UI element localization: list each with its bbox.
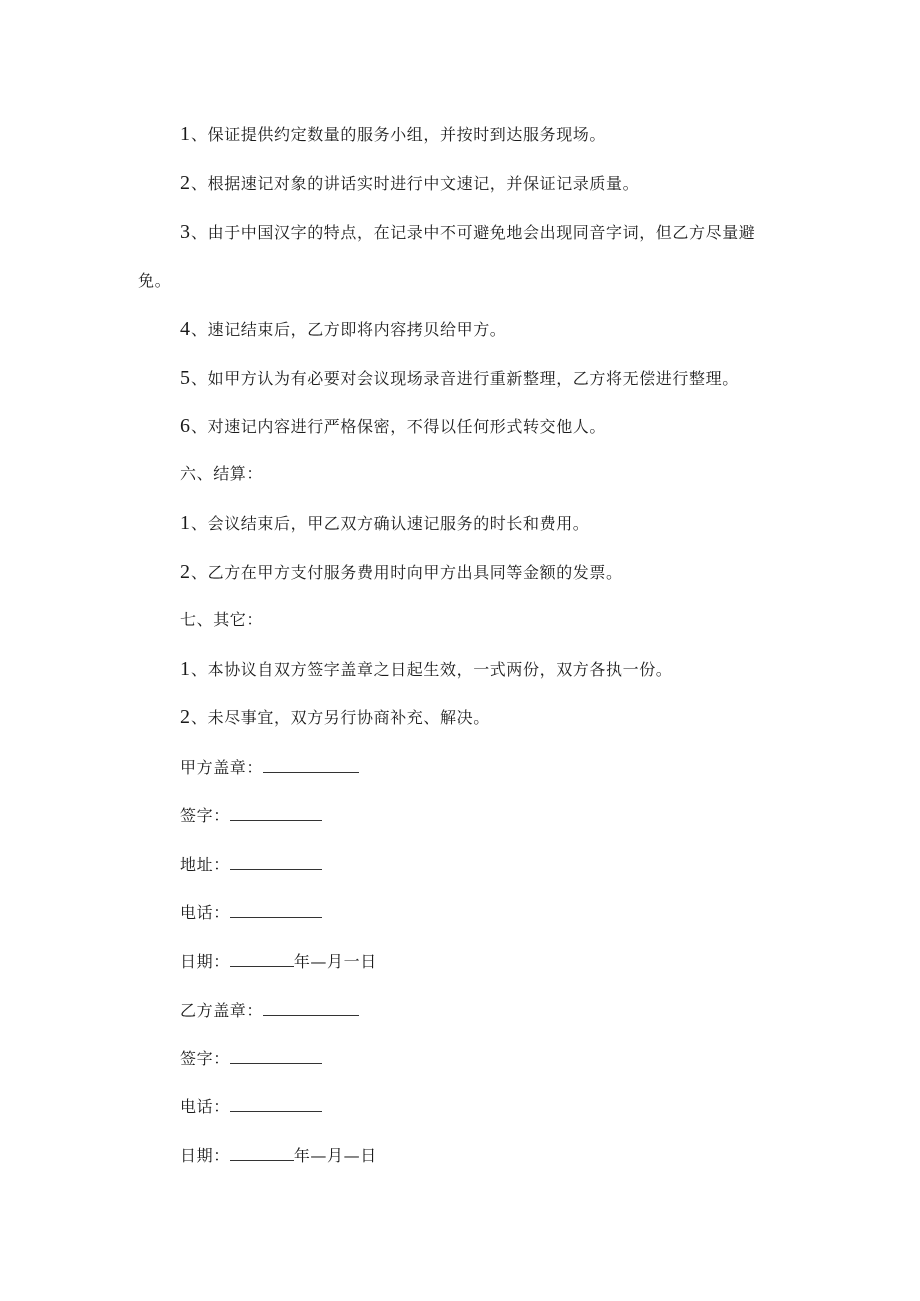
party-b-date-label: 日期： xyxy=(180,1146,230,1165)
settlement-item-2 xyxy=(180,562,623,583)
party-a-sign-row xyxy=(180,806,322,826)
clause-text: 、根据速记对象的讲话实时进行中文速记，并保证记录质量。 xyxy=(191,174,640,193)
clause-number: 3 xyxy=(180,221,190,243)
party-a-address-row xyxy=(180,855,322,875)
item-number: 1 xyxy=(180,658,190,680)
item-text: 、会议结束后，甲乙双方确认速记服务的时长和费用。 xyxy=(191,514,590,533)
party-a-date-blank[interactable] xyxy=(230,952,294,967)
clause-text: 、由于中国汉字的特点，在记录中不可避免地会出现同音字词，但乙方尽量避 xyxy=(191,223,756,242)
clause-3-continuation xyxy=(138,271,171,291)
party-a-date-label: 日期： xyxy=(180,952,230,971)
settlement-item-1 xyxy=(180,513,589,534)
party-a-date-row xyxy=(180,952,377,972)
clause-text: 、对速记内容进行严格保密，不得以任何形式转交他人。 xyxy=(191,417,607,436)
party-a-date-suffix: 年—月一日 xyxy=(293,952,377,971)
clause-1 xyxy=(180,124,606,145)
party-a-sign-blank[interactable] xyxy=(230,806,322,821)
party-a-seal-label: 甲方盖章： xyxy=(180,758,264,777)
clause-3 xyxy=(180,222,755,243)
clause-text: 、保证提供约定数量的服务小组，并按时到达服务现场。 xyxy=(191,125,607,144)
clause-2 xyxy=(180,173,639,194)
clause-number: 2 xyxy=(180,172,190,194)
item-text: 、本协议自双方签字盖章之日起生效，一式两份，双方各执一份。 xyxy=(191,660,673,679)
clause-5 xyxy=(180,368,739,389)
item-number: 2 xyxy=(180,561,190,583)
party-a-address-label: 地址： xyxy=(180,855,230,874)
party-a-seal-row xyxy=(180,758,359,778)
clause-text: 免。 xyxy=(138,271,172,290)
clause-6 xyxy=(180,416,606,437)
clause-number: 6 xyxy=(180,415,190,437)
item-number: 1 xyxy=(180,512,190,534)
item-text: 、未尽事宜，双方另行协商补充、解决。 xyxy=(191,708,490,727)
clause-4 xyxy=(180,319,506,340)
party-b-seal-label: 乙方盖章： xyxy=(180,1001,264,1020)
party-b-date-blank[interactable] xyxy=(230,1146,294,1161)
party-a-phone-row xyxy=(180,903,322,923)
party-b-date-row xyxy=(180,1146,377,1166)
party-b-date-suffix: 年—月—日 xyxy=(293,1146,377,1165)
party-a-seal-blank[interactable] xyxy=(263,758,359,773)
clause-text: 、速记结束后，乙方即将内容拷贝给甲方。 xyxy=(191,320,507,339)
party-a-phone-blank[interactable] xyxy=(230,903,322,918)
party-b-seal-row xyxy=(180,1001,359,1021)
party-b-phone-row xyxy=(180,1097,322,1117)
clause-number: 1 xyxy=(180,123,190,145)
party-a-sign-label: 签字： xyxy=(180,806,230,825)
item-number: 2 xyxy=(180,706,190,728)
party-a-phone-label: 电话： xyxy=(180,903,230,922)
other-item-1 xyxy=(180,659,672,680)
clause-number: 5 xyxy=(180,367,190,389)
party-b-sign-blank[interactable] xyxy=(230,1049,322,1064)
item-text: 、乙方在甲方支付服务费用时向甲方出具同等金额的发票。 xyxy=(191,563,623,582)
party-a-address-blank[interactable] xyxy=(230,855,322,870)
party-b-sign-row xyxy=(180,1049,322,1069)
section-heading-settlement: 六、结算： xyxy=(180,464,264,483)
other-item-2 xyxy=(180,707,490,728)
clause-text: 、如甲方认为有必要对会议现场录音进行重新整理，乙方将无偿进行整理。 xyxy=(191,369,739,388)
party-b-phone-label: 电话： xyxy=(180,1097,230,1116)
party-b-seal-blank[interactable] xyxy=(263,1001,359,1016)
section-heading-other: 七、其它： xyxy=(180,610,264,629)
clause-number: 4 xyxy=(180,318,190,340)
party-b-phone-blank[interactable] xyxy=(230,1097,322,1112)
party-b-sign-label: 签字： xyxy=(180,1049,230,1068)
